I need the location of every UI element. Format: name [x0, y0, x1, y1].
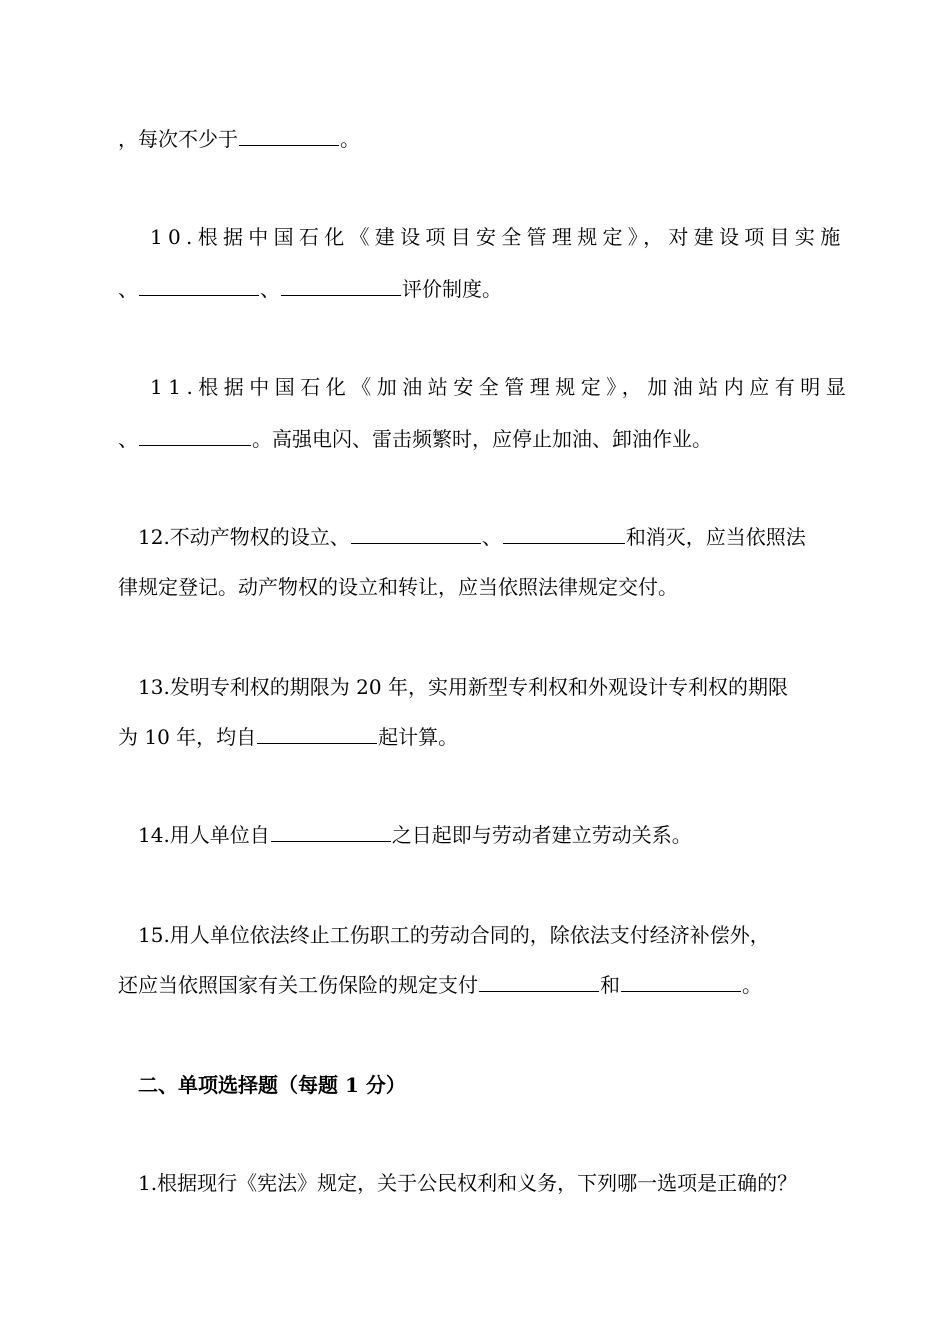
text: 、: [118, 277, 138, 301]
answer-blank[interactable]: [271, 821, 391, 842]
text: 12.不动产物权的设立、: [138, 525, 350, 549]
question-14: [138, 820, 692, 850]
question-12-line-2: [118, 572, 678, 602]
question-13-text: 13.发明专利权的期限为 20 年，实用新型专利权和外观设计专利权的期限: [138, 675, 788, 699]
section-2-title: 二、单项选择题（每题 1 分）: [138, 1073, 406, 1097]
text: 。高强电闪、雷击频繁时，应停止加油、卸油作业。: [252, 427, 712, 451]
answer-blank[interactable]: [139, 275, 259, 296]
answer-blank[interactable]: [479, 971, 599, 992]
answer-blank[interactable]: [503, 523, 625, 544]
answer-blank[interactable]: [139, 425, 251, 446]
question-13-line-1: [138, 672, 788, 702]
question-15-line-1: [138, 920, 770, 950]
text: 、: [481, 525, 502, 549]
question-10-line-2: [118, 274, 502, 304]
question-11-line-1: [150, 372, 851, 402]
answer-blank[interactable]: [351, 523, 481, 544]
text: 律规定登记。动产物权的设立和转让，应当依照法律规定交付。: [118, 575, 678, 599]
answer-blank[interactable]: [621, 971, 741, 992]
text: 。: [742, 973, 762, 997]
question-10-text: 10.根据中国石化《建设项目安全管理规定》，对建设项目实施: [150, 225, 846, 249]
question-9-continuation: [118, 124, 360, 154]
choice-question-1: [138, 1168, 797, 1198]
question-13-line-2: [118, 722, 458, 752]
answer-blank[interactable]: [281, 275, 401, 296]
text: 起计算。: [378, 725, 459, 749]
text: 之日起即与劳动者建立劳动关系。: [391, 823, 692, 847]
question-10-line-1: [150, 222, 846, 252]
answer-blank[interactable]: [239, 125, 339, 146]
question-12-line-1: [138, 522, 806, 552]
text: ，每次不少于: [118, 127, 238, 151]
section-heading: [138, 1070, 406, 1100]
question-11-text: 11.根据中国石化《加油站安全管理规定》，加油站内应有明显: [150, 375, 852, 399]
text: 为 10 年，均自: [118, 725, 257, 749]
text: 14.用人单位自: [138, 823, 270, 847]
text: 。: [340, 127, 360, 151]
question-15-text: 15.用人单位依法终止工伤职工的劳动合同的，除依法支付经济补偿外，: [138, 923, 770, 947]
choice-question-1-text: 1.根据现行《宪法》规定，关于公民权利和义务，下列哪一选项是正确的？: [138, 1171, 798, 1195]
text: 、: [118, 427, 138, 451]
question-15-line-2: [118, 970, 762, 1000]
text: 、: [260, 277, 280, 301]
answer-blank[interactable]: [257, 723, 377, 744]
question-11-line-2: [118, 424, 712, 454]
text: 还应当依照国家有关工伤保险的规定支付: [118, 973, 478, 997]
text: 和: [600, 973, 620, 997]
text: 和消灭，应当依照法: [625, 525, 806, 549]
text: 评价制度。: [402, 277, 502, 301]
